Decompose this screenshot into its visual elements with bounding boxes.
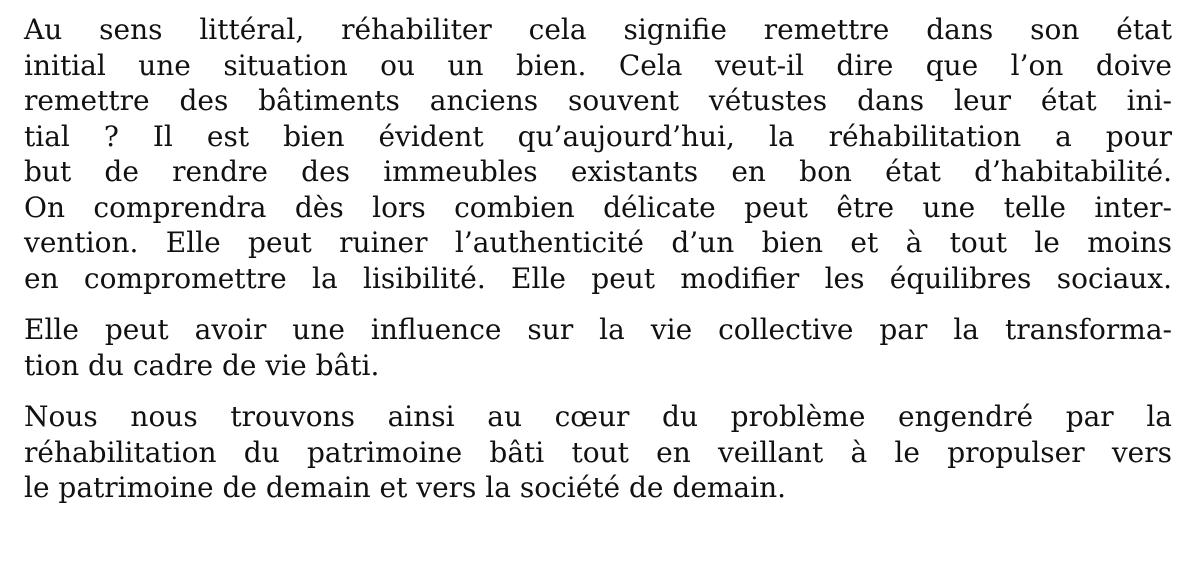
text-line: le patrimoine de demain et vers la société de demain. [24, 471, 787, 504]
paragraph-spacer [24, 296, 1172, 312]
text-line: Au sens littéral, réhabiliter cela signifie remettre dans son état [24, 13, 1172, 46]
text-line: but de rendre des immeubles existants en bon état d’habitabilité. [24, 155, 1172, 188]
paragraph-1 [24, 12, 1172, 296]
text-line: initial une situation ou un bien. Cela veut-il dire que l’on doive [24, 48, 1172, 82]
text-line: remettre des bâtiments anciens souvent vétustes dans leur état ini- [24, 84, 1172, 117]
text-line: tial ? Il est bien évident qu’aujourd’hui, la réhabilitation a pour [24, 119, 1172, 153]
text-line: tion du cadre de vie bâti. [24, 348, 380, 382]
text-line: réhabilitation du patrimoine bâti tout en veillant à le propulser vers [24, 435, 1172, 469]
paragraph-3 [24, 399, 1172, 506]
text-line: en compromettre la lisibilité. Elle peut modifier les équilibres sociaux. [24, 261, 1172, 295]
text-line: vention. Elle peut ruiner l’authenticité d’un bien et à tout le moins [24, 226, 1172, 259]
text-line: Elle peut avoir une influence sur la vie collective par la transforma- [24, 313, 1172, 346]
paragraph-spacer [24, 383, 1172, 399]
text-line: Nous nous trouvons ainsi au cœur du problème engendré par la [24, 400, 1172, 433]
text-line: On comprendra dès lors combien délicate peut être une telle inter- [24, 190, 1172, 224]
paragraph-2 [24, 312, 1172, 383]
